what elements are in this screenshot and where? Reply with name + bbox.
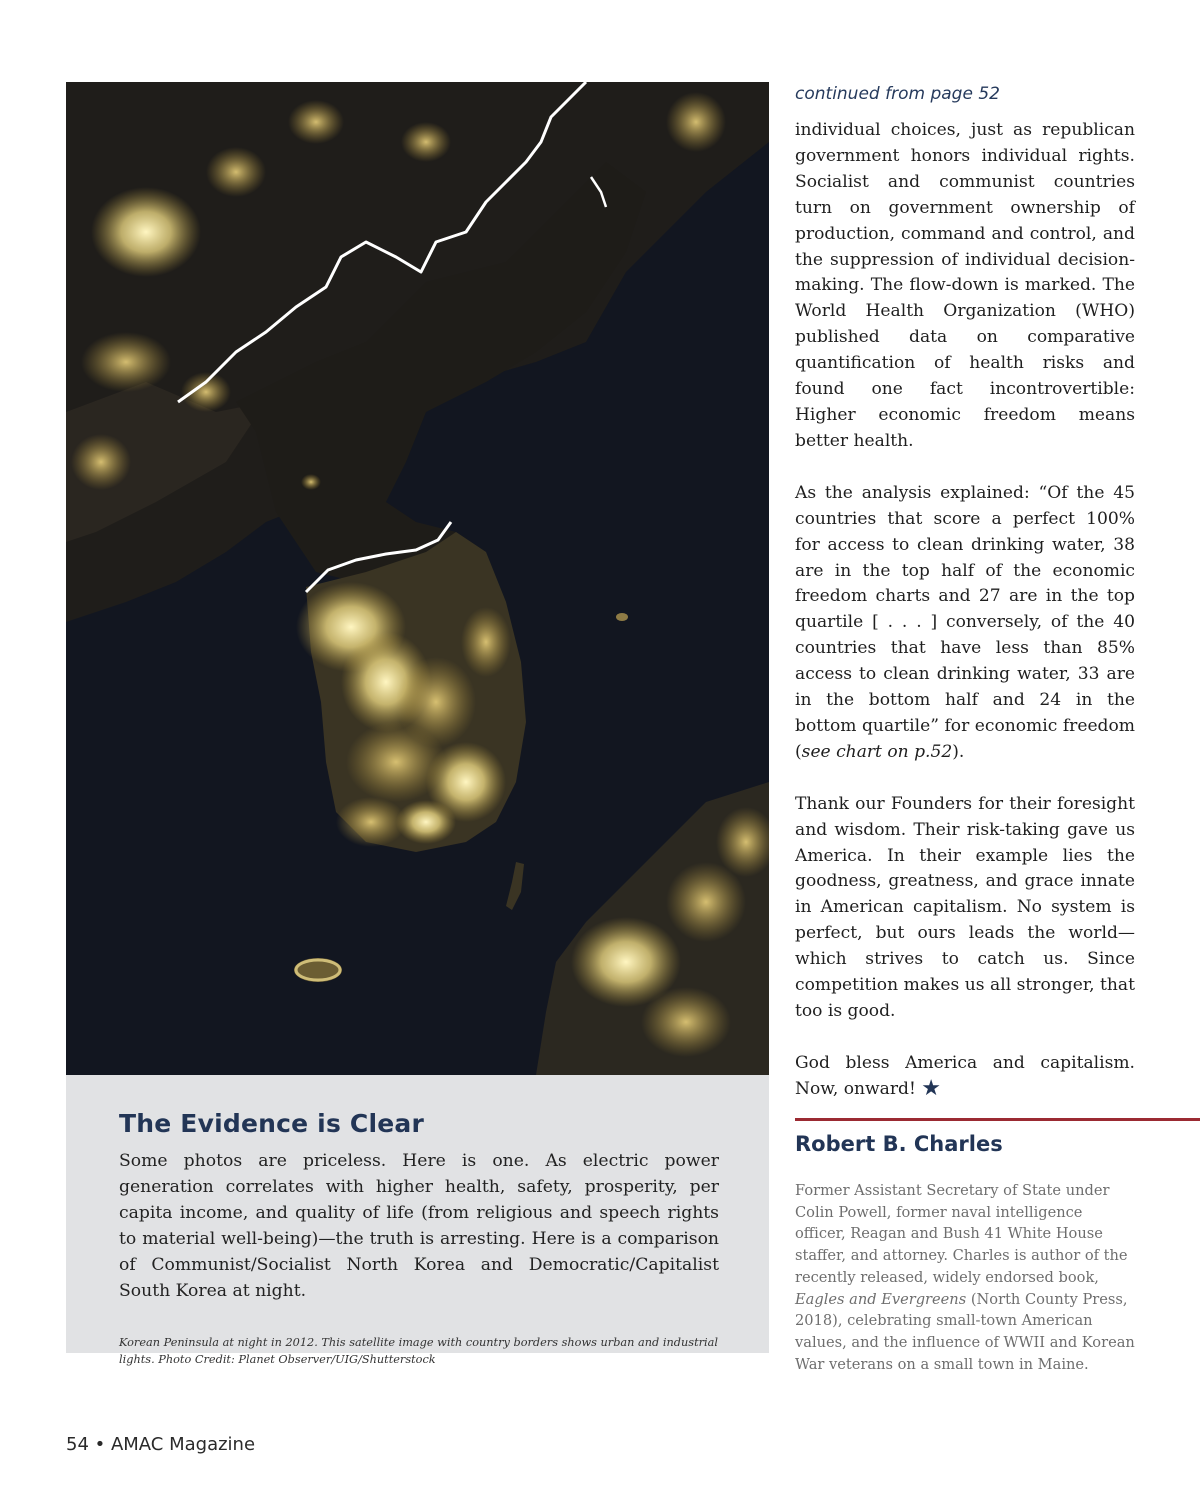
bio-text: Former Assistant Secretary of State under Colin Powell, former naval intelligence officer, Reagan and Bush 41 White House staffer, and attorney. Charles is author of the recently released, widely endorsed book,: [795, 1182, 1128, 1286]
author-bio: [795, 1180, 1135, 1375]
author-divider: [795, 1118, 1200, 1121]
paragraph-2: [795, 481, 1135, 766]
page-footer: 54 • AMAC Magazine: [66, 1434, 256, 1455]
continued-label: continued from page 52: [795, 84, 1000, 104]
author-name: Robert B. Charles: [795, 1132, 1003, 1156]
closing-text: God bless America and capitalism. Now, onward!: [795, 1052, 1135, 1099]
closing-paragraph: [795, 1051, 1135, 1103]
paragraph-1: individual choices, just as republican government honors individual rights. Socialist and communist countries turn on government ownership of production, command and control, and the suppression of individual decision-making. The flow-down is marked. The World Health Organization (WHO) published data on comparative quantification of health risks and found one fact incontrovertible: Higher economic freedom means better health.: [795, 120, 1135, 451]
book-title: Eagles and Evergreens: [795, 1290, 967, 1308]
photo-credit: Korean Peninsula at night in 2012. This satellite image with country borders shows urban and industrial lights. Photo Credit: Planet Observer/UIG/Shutterstock: [119, 1336, 718, 1366]
star-icon: ★: [921, 1075, 941, 1101]
chart-reference: see chart on p.52: [801, 741, 953, 762]
sidebar-box: [66, 1075, 769, 1366]
korean-peninsula-night-map: [66, 82, 769, 1075]
sidebar-title: The Evidence is Clear: [119, 1109, 425, 1138]
paragraph-3: Thank our Founders for their foresight and wisdom. Their risk-taking gave us America. In their example lies the goodness, greatness, and grace innate in American capitalism. No system is perfect, but ours leads the world—which strives to catch us. Since competition makes us all stronger, that too is good.: [795, 793, 1135, 1021]
article-column: [795, 82, 1135, 1103]
quote-end: ).: [952, 741, 965, 762]
quote-text: As the analysis explained: “Of the 45 countries that score a perfect 100% for access to clean drinking water, 38 are in the top half of the economic freedom charts and 27 are in the top quartile [ . . . ] conversely, of the 40 countries that have less than 85% access to clean drinking water, 33 are in the bottom half and 24 in the bottom quartile” for economic freedom (: [795, 482, 1135, 762]
sidebar-body: Some photos are priceless. Here is one. As electric power generation correlates with higher health, safety, prosperity, per capita income, and quality of life (from religious and speech rights to material well-being)—the truth is arresting. Here is a comparison of Communist/Socialist North Korea and Democratic/Capitalist South Korea at night.: [119, 1151, 719, 1301]
satellite-photo: [66, 82, 769, 1075]
bio-text-end: (North County Press, 2018), celebrating small-town American values, and the influence of WWII and Korean War veterans on a small town in Maine.: [795, 1290, 1135, 1373]
